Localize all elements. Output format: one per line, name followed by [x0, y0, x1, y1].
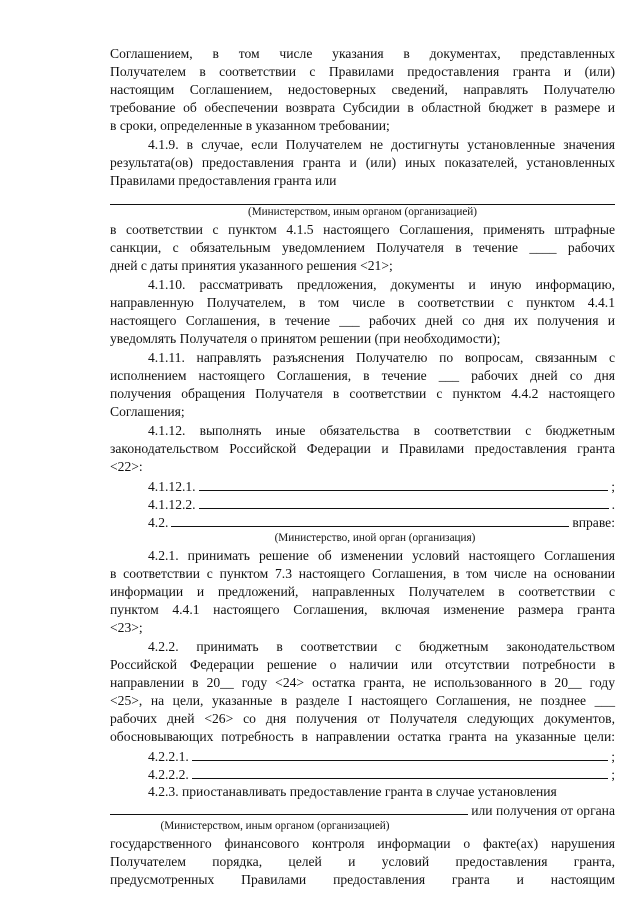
fill-line: [171, 514, 569, 527]
text-line: Российской Федерации решение о наличии или отсутствии потребности в: [110, 657, 615, 672]
fill-line: [192, 766, 608, 779]
paragraph-4-1-9: 4.1.9. в случае, если Получателем не достигнуты установленные значения: [148, 137, 615, 152]
fill-line: [192, 748, 608, 761]
item-number: 4.1.12.1.: [148, 479, 196, 494]
text-line: направленную Получателем, в том числе в соответствии с пунктом 4.4.1: [110, 295, 615, 310]
item-end: вправе:: [572, 515, 615, 530]
fill-line: [199, 496, 609, 509]
item-end: ;: [611, 479, 615, 494]
text-line: настоящего Соглашения, в течение ___ рабочих дней со дня их получения и: [110, 313, 615, 328]
field-caption: (Министерство, иной орган (организация): [274, 532, 476, 544]
paragraph-4-1-10: 4.1.10. рассматривать предложения, документы и иную информацию,: [148, 277, 615, 292]
item-end: ;: [611, 749, 615, 764]
item-4-2-2-1: [148, 748, 615, 765]
item-number: 4.2.2.2.: [148, 767, 189, 782]
item-4-1-12-2: [148, 496, 615, 513]
text-line: Соглашения;: [110, 404, 185, 419]
text-line: в соответствии с пунктом 7.3 настоящего Соглашения, в том числе на основании: [110, 566, 615, 581]
item-number: 4.1.12.2.: [148, 497, 196, 512]
item-end: ;: [611, 767, 615, 782]
paragraph-4-1-11: 4.1.11. направлять разъяснения Получателю по вопросам, связанным с: [148, 350, 615, 365]
text-line: законодательством Российской Федерации и Правилами предоставления гранта: [110, 441, 615, 456]
text-line: исполнением настоящего Соглашения, в течение ___ рабочих дней со дня: [110, 368, 615, 383]
text-line: Соглашением, в том числе указания в документах, представленных: [110, 46, 615, 61]
item-number: 4.2.: [148, 515, 169, 530]
text-fragment: или получения от органа: [471, 803, 615, 818]
text-line: <23>;: [110, 620, 143, 635]
text-line: пунктом 4.4.1 настоящего Соглашения, включая изменение размера гранта: [110, 602, 615, 617]
field-caption: (Министерством, иным органом (организацией): [248, 206, 477, 218]
paragraph-4-2-1: 4.2.1. принимать решение об изменении условий настоящего Соглашения: [148, 548, 615, 563]
blank-line: [110, 204, 615, 205]
text-line: дней с даты принятия указанного решения <21>;: [110, 258, 393, 273]
text-line: информации и предложений, направленных Получателем в соответствии с: [110, 584, 615, 599]
text-line: уведомлять Получателя о принятом решении (при необходимости);: [110, 331, 501, 346]
item-4-2-2-2: [148, 766, 615, 783]
text-line: в соответствии с пунктом 4.1.5 настоящего Соглашения, применять штрафные: [110, 222, 615, 237]
text-line: результата(ов) предоставления гранта и (или) иных показателей, установленных: [110, 155, 615, 170]
blank-line-row: [110, 802, 615, 819]
paragraph-4-2-3: 4.2.3. приостанавливать предоставление гранта в случае установления: [148, 784, 557, 799]
text-line: Получателем в соответствии с Правилами предоставления гранта и (или): [110, 64, 615, 79]
text-line: обосновывающих потребность в направлении остатка гранта на указанные цели:: [110, 729, 615, 744]
item-4-1-12-1: [148, 478, 615, 495]
text-line: Получателем порядка, целей и условий предоставления гранта,: [110, 854, 615, 869]
item-end: .: [611, 497, 615, 512]
text-line: предусмотренных Правилами предоставления гранта и настоящим: [110, 872, 615, 887]
text-line: требование об обеспечении возврата Субсидии в областной бюджет в размере и: [110, 100, 615, 115]
paragraph-4-1-12: 4.1.12. выполнять иные обязательства в соответствии с бюджетным: [148, 423, 615, 438]
text-line: <25>, на цели, указанные в разделе I настоящего Соглашения, не позднее ___: [110, 693, 615, 708]
fill-line: [199, 478, 609, 491]
text-line: настоящим Соглашением, недостоверных сведений, направлять Получателю: [110, 82, 615, 97]
text-line: направлении в 20__ году <24> остатка гранта, не использованного в 20__ году: [110, 675, 615, 690]
text-line: в сроки, определенные в указанном требовании;: [110, 118, 390, 133]
fill-line: [110, 802, 468, 815]
field-caption: (Министерством, иным органом (организацией): [160, 820, 390, 832]
text-line: санкции, с обязательным уведомлением Получателя в течение ____ рабочих: [110, 240, 615, 255]
text-line: получения обращения Получателя в соответствии с пунктом 4.4.2 настоящего: [110, 386, 615, 401]
item-number: 4.2.2.1.: [148, 749, 189, 764]
text-line: Правилами предоставления гранта или: [110, 173, 337, 188]
item-4-2: [148, 514, 615, 531]
text-line: <22>:: [110, 459, 143, 474]
paragraph-4-2-2: 4.2.2. принимать в соответствии с бюджетным законодательством: [148, 639, 615, 654]
text-line: государственного финансового контроля информации о факте(ах) нарушения: [110, 836, 615, 851]
text-line: рабочих дней <26> со дня получения от Получателя следующих документов,: [110, 711, 615, 726]
